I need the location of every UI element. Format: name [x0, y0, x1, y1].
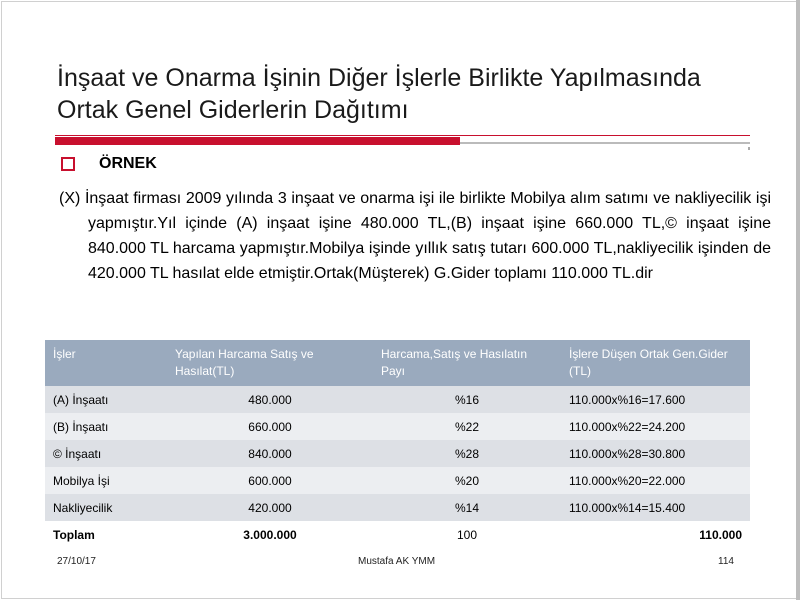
cell-job: © İnşaatı [53, 446, 102, 461]
footer-date: 27/10/17 [57, 556, 96, 567]
example-paragraph: (X) İnşaat firması 2009 yılında 3 inşaat ve onarma işi ile birlikte Mobilya alım satımı ve nakliyecilik işi yapmıştır.Yıl içinde (A) inşaat işine 480.000 TL,(B) inşaat işine 660.000 TL,© inşaat işine 840.000 TL harcama yapmıştır.Mobilya işinde yıllık satış tutarı 600.000 TL,nakliyecilik işinden de 420.000 TL hasılat elde etmiştir.Ortak(Müşterek) G.Gider toplamı 110.000 TL.dir [59, 190, 771, 282]
title-line-2: Ortak Genel Giderlerin Dağıtımı [57, 96, 409, 124]
cell-share: %16 [454, 392, 480, 407]
total-label: Toplam [53, 527, 95, 542]
title-rule-thick [55, 137, 460, 145]
slide-title [57, 62, 757, 126]
allocation-table [45, 340, 750, 548]
cell-allocation: 110.000x%16=17.600 [569, 392, 686, 407]
cell-job: Nakliyecilik [53, 500, 113, 515]
header-isler: İşler [53, 347, 76, 361]
total-amount: 3.000.000 [243, 527, 297, 542]
slide-edge [796, 0, 800, 600]
table-header-row [45, 340, 750, 386]
cell-allocation: 110.000x%28=30.800 [569, 446, 686, 461]
header-pay: Harcama,Satış ve Hasılatın Payı [381, 347, 528, 378]
cell-job: Mobilya İşi [53, 473, 110, 488]
header-dusen-gider: İşlere Düşen Ortak Gen.Gider (TL) [569, 347, 728, 378]
footer-page-number: 114 [718, 556, 734, 567]
table-total-row [45, 521, 750, 548]
cell-allocation: 110.000x%20=22.000 [569, 473, 686, 488]
table-row [45, 386, 750, 413]
footer-author: Mustafa AK YMM [358, 556, 436, 567]
cell-share: %20 [454, 473, 480, 488]
header-harcama: Yapılan Harcama Satış ve Hasılat(TL) [175, 347, 314, 378]
total-allocation: 110.000 [699, 527, 742, 542]
title-line-1: İnşaat ve Onarma İşinin Diğer İşlerle Birlikte Yapılmasında [57, 64, 701, 92]
table-row [45, 440, 750, 467]
cell-amount: 840.000 [248, 446, 292, 461]
cell-job: (A) İnşaatı [53, 392, 109, 407]
title-rule-tick [748, 147, 750, 150]
cell-share: %22 [454, 419, 480, 434]
cell-amount: 600.000 [248, 473, 292, 488]
square-bullet-icon [61, 157, 75, 171]
total-share: 100 [456, 527, 478, 542]
cell-allocation: 110.000x%14=15.400 [569, 500, 686, 515]
cell-amount: 660.000 [248, 419, 292, 434]
cell-amount: 480.000 [248, 392, 292, 407]
table-row [45, 467, 750, 494]
cell-share: %14 [454, 500, 480, 515]
cell-job: (B) İnşaatı [53, 419, 109, 434]
table-row [45, 413, 750, 440]
cell-amount: 420.000 [248, 500, 292, 515]
title-rule-gray [460, 142, 750, 144]
cell-allocation: 110.000x%22=24.200 [569, 419, 686, 434]
bullet-heading: ÖRNEK [99, 155, 157, 172]
title-rule-thin [55, 135, 750, 136]
table-row [45, 494, 750, 521]
cell-share: %28 [454, 446, 480, 461]
